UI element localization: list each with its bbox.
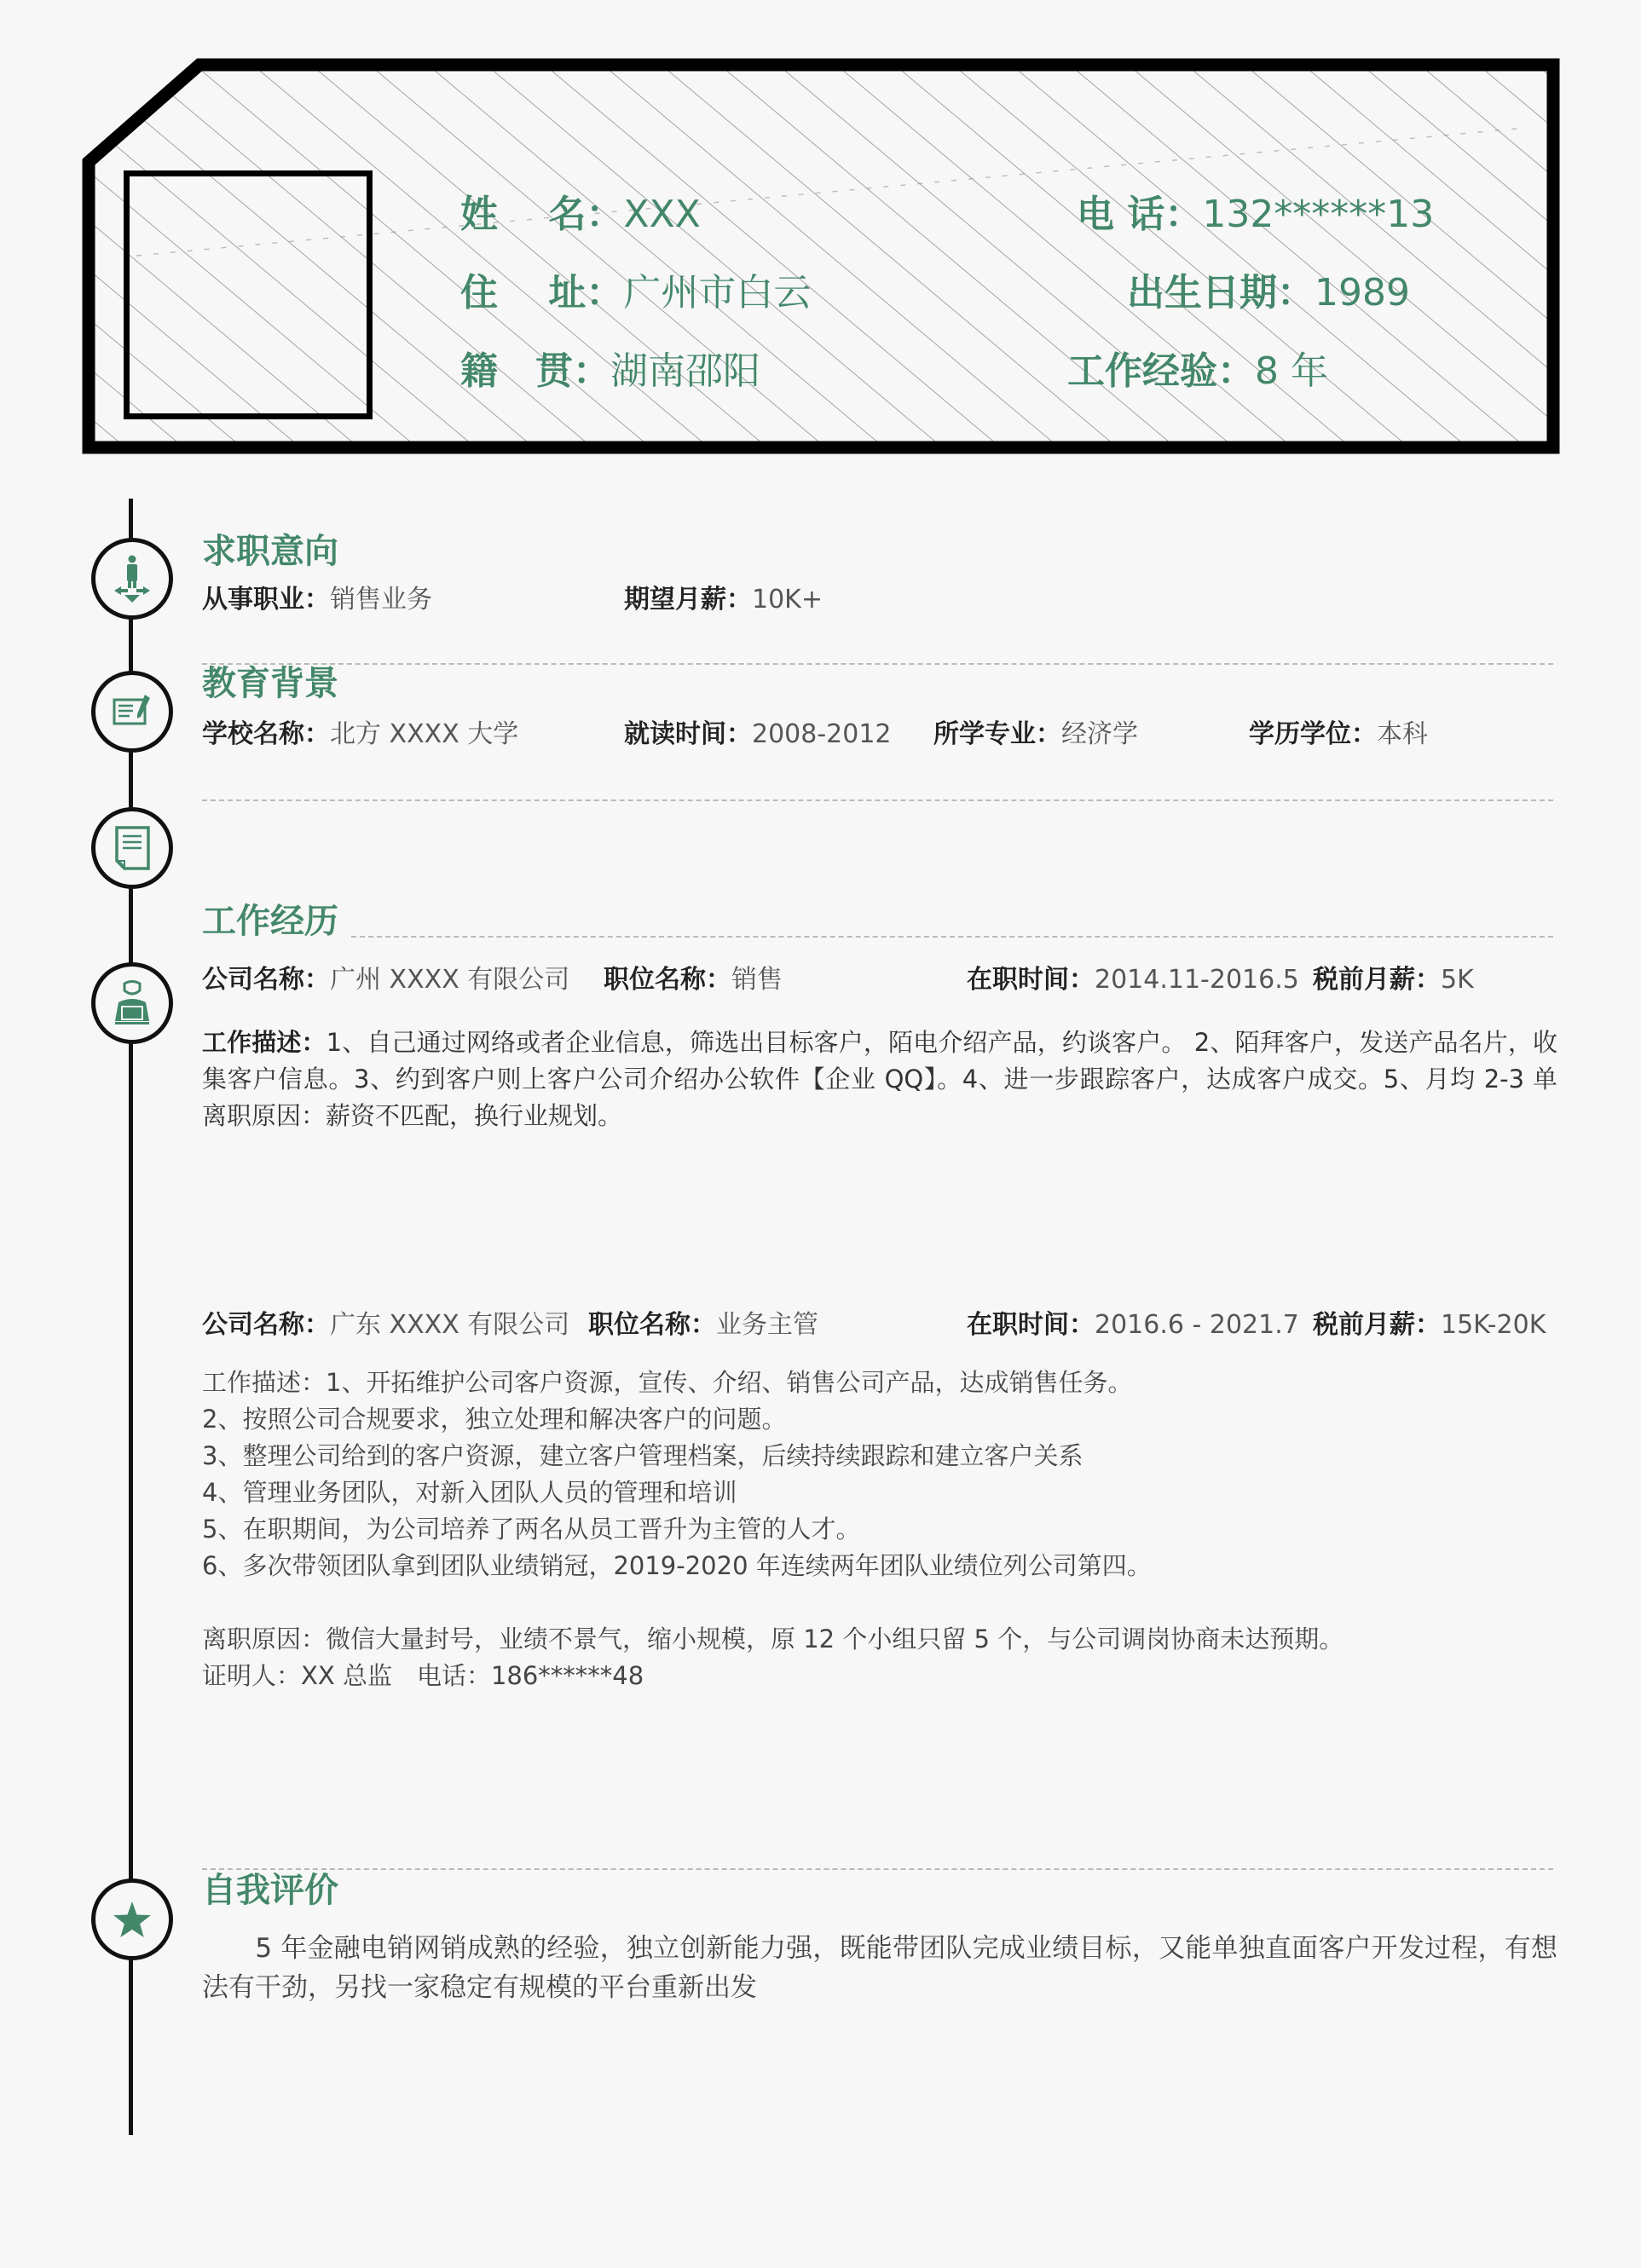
section-title-intent: 求职意向 [202, 532, 338, 571]
school-value: 北方 XXXX 大学 [330, 719, 519, 749]
job2-period [967, 1308, 1299, 1342]
company-label: 公司名称： [202, 965, 330, 995]
timeline-node-work [91, 962, 173, 1044]
phone-value: 132******13 [1202, 193, 1435, 236]
job1-salary [1313, 963, 1474, 997]
star-icon [113, 1902, 151, 1937]
job1-position [604, 963, 783, 997]
education-school [202, 718, 518, 752]
header-experience [1067, 349, 1328, 394]
job2-desc-line: 6、多次带领团队拿到团队业绩销冠，2019-2020 年连续两年团队业绩位列公司第四。 [202, 1551, 1152, 1580]
period-value: 2016.6 - 2021.7 [1095, 1310, 1299, 1340]
salary-value: 10K+ [752, 585, 823, 615]
divider [202, 799, 1553, 801]
name-value: XXX [623, 193, 701, 236]
header-phone [1077, 193, 1434, 237]
degree-value: 本科 [1377, 719, 1428, 749]
company-value: 广州 XXXX 有限公司 [330, 965, 570, 995]
origin-label: 籍 贯： [460, 349, 610, 393]
salary-label: 期望月薪： [624, 585, 752, 615]
header-name [460, 193, 701, 237]
occupation-label: 从事职业： [202, 585, 330, 615]
job1-company [202, 963, 569, 997]
period-label: 在职时间： [967, 1310, 1095, 1340]
person-crossroads-icon [111, 554, 153, 603]
phone-label: 电 话： [1077, 193, 1203, 236]
timeline-node-self [91, 1878, 173, 1960]
period-label: 在职时间： [967, 965, 1095, 995]
birth-value: 1989 [1315, 271, 1410, 315]
desc-text: 1、自己通过网络或者企业信息，筛选出目标客户，陌电介绍产品，约谈客户。 2、陌拜客户，发送产品名片，收集客户信息。3、约到客户则上客户公司介绍办公软件【企业 QQ】。4、进一步跟踪客户，达成客户成交。5、月均 2-3 单 离职原因：薪资不匹配，换行业规划。 [202, 1028, 1583, 1130]
salary-value: 15K-20K [1441, 1310, 1546, 1340]
job2-desc-line: 2、按照公司合规要求，独立处理和解决客户的问题。 [202, 1405, 787, 1434]
experience-label: 工作经验： [1067, 349, 1255, 393]
occupation-value: 销售业务 [330, 585, 432, 615]
job2-position [588, 1308, 818, 1342]
salary-value: 5K [1441, 965, 1474, 995]
position-value: 业务主管 [716, 1310, 818, 1340]
certificate-icon [113, 695, 152, 729]
worker-laptop-icon [113, 980, 151, 1026]
origin-value: 湖南邵阳 [610, 349, 760, 393]
document-icon [114, 826, 150, 870]
job2-reference: 证明人：XX 总监 电话：186******48 [202, 1661, 644, 1690]
section-title-work: 工作经历 [202, 902, 338, 941]
experience-value: 8 年 [1255, 349, 1328, 393]
section-title-education: 教育背景 [202, 664, 338, 703]
school-label: 学校名称： [202, 719, 330, 749]
timeline-node-intent [91, 538, 173, 620]
job1-period [967, 963, 1299, 997]
job2-desc-line: 5、在职期间，为公司培养了两名从员工晋升为主管的人才。 [202, 1515, 861, 1544]
intent-salary [624, 583, 823, 617]
salary-label: 税前月薪： [1313, 965, 1441, 995]
header-origin [460, 349, 760, 394]
desc-label: 工作描述： [202, 1028, 326, 1057]
period-value: 2014.11-2016.5 [1095, 965, 1299, 995]
divider [202, 663, 1553, 665]
header-address [460, 271, 811, 315]
timeline-node-education [91, 671, 173, 753]
section-title-self: 自我评价 [202, 1871, 338, 1910]
major-value: 经济学 [1061, 719, 1138, 749]
education-degree [1249, 718, 1428, 752]
job2-leave-reason: 离职原因：微信大量封号，业绩不景气，缩小规模，原 12 个小组只留 5 个，与公司调岗协商未达预期。 [202, 1625, 1344, 1653]
company-label: 公司名称： [202, 1310, 330, 1340]
company-value: 广东 XXXX 有限公司 [330, 1310, 570, 1340]
photo-frame [124, 170, 373, 419]
address-value: 广州市白云 [623, 271, 812, 315]
job1-description [202, 1024, 1583, 1134]
position-value: 销售 [731, 965, 783, 995]
job2-desc-line: 工作描述：1、开拓维护公司客户资源，宣传、介绍、销售公司产品，达成销售任务。 [202, 1368, 1133, 1397]
intent-occupation [202, 583, 432, 617]
job2-salary [1313, 1308, 1546, 1342]
divider [351, 936, 1553, 938]
divider [202, 1868, 1553, 1870]
birth-label: 出生日期： [1127, 271, 1315, 315]
major-label: 所学专业： [933, 719, 1061, 749]
self-evaluation-text: 5 年金融电销网销成熟的经验，独立创新能力强，既能带团队完成业绩目标，又能单独直面客户开发过程，有想法有干劲，另找一家稳定有规模的平台重新出发 [202, 1933, 1557, 2003]
salary-label: 税前月薪： [1313, 1310, 1441, 1340]
job2-desc-line: 3、整理公司给到的客户资源，建立客户管理档案，后续持续跟踪和建立客户关系 [202, 1441, 1083, 1470]
job2-desc-line: 4、管理业务团队，对新入团队人员的管理和培训 [202, 1478, 737, 1507]
address-label: 住 址： [460, 271, 624, 315]
job2-company [202, 1308, 569, 1342]
name-label: 姓 名： [460, 193, 624, 236]
timeline-node-document [91, 807, 173, 889]
period-value: 2008-2012 [752, 719, 892, 749]
position-label: 职位名称： [604, 965, 731, 995]
period-label: 就读时间： [624, 719, 752, 749]
position-label: 职位名称： [588, 1310, 716, 1340]
education-period [624, 718, 892, 752]
education-major [933, 718, 1138, 752]
header-birth [1127, 271, 1410, 315]
degree-label: 学历学位： [1249, 719, 1377, 749]
